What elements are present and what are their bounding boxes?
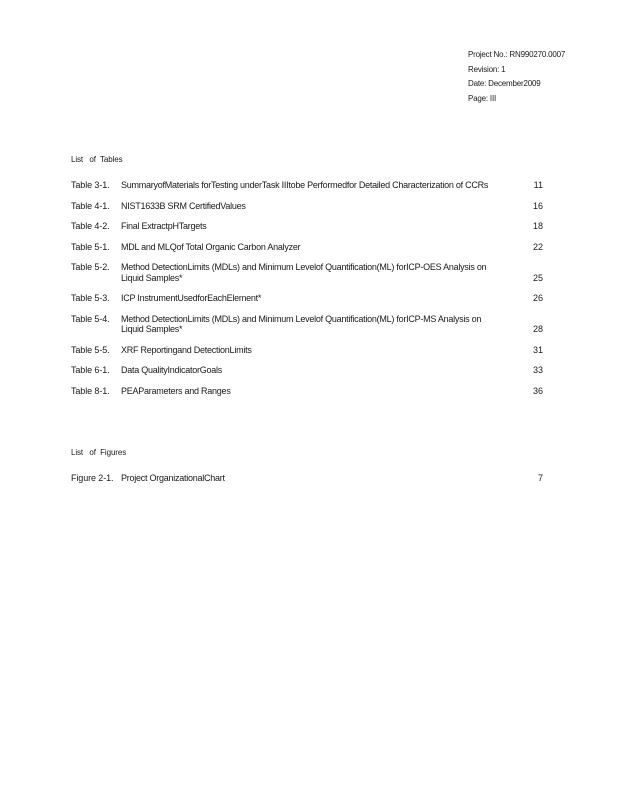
entry-title: Method DetectionLimits (MDLs) and Minimum Levelof Quantification(ML) forICP-MS Analysis on Liquid Samples* (121, 313, 482, 334)
entry-title: ICP InstrumentUsedforEachElement* (121, 293, 262, 303)
entry-title: NIST1633B SRM CertifiedValues (121, 200, 246, 211)
toc-entry (71, 345, 543, 356)
entry-number: Table 4-2. (71, 221, 110, 231)
entry-title: PEAParameters and Ranges (121, 385, 231, 396)
entry-number: Table 8-1. (71, 385, 110, 396)
entry-number: Table 5-5. (71, 344, 110, 355)
revision: Revision: 1 (468, 64, 506, 74)
page-number: Page: III (468, 93, 496, 103)
entry-page: 18 (532, 221, 543, 231)
project-number: Project No.: RN990270.0007 (468, 50, 566, 59)
entry-title: SummaryofMaterials forTesting underTask IIItobe Performedfor Detailed Characterization of CCRs (121, 180, 489, 190)
entry-number: Table 3-1. (71, 180, 110, 190)
entry-page: 36 (532, 385, 543, 396)
list-of-figures-heading: List of Figures (71, 448, 127, 457)
entry-title: Final ExtractpHTargets (121, 221, 207, 231)
entry-page: 31 (532, 344, 543, 355)
entry-number: Table 5-3. (71, 293, 110, 303)
entry-number: Table 5-2. (71, 262, 110, 272)
toc-entry (71, 473, 543, 484)
entry-title: Method DetectionLimits (MDLs) and Minimum Levelof Quantification(ML) forICP-OES Analysis on Liquid Samples* (121, 262, 487, 283)
entry-page: 26 (532, 293, 543, 303)
entry-page: 16 (532, 200, 543, 211)
toc-entry (71, 180, 543, 191)
entry-page: 33 (532, 365, 543, 375)
toc-entry (71, 242, 543, 253)
entry-title: Data QualityIndicatorGoals (121, 365, 223, 375)
list-of-figures (71, 473, 543, 494)
toc-entry (71, 201, 543, 212)
list-of-tables-heading: List of Tables (71, 155, 123, 164)
entry-title: XRF Reportingand DetectionLimits (121, 344, 252, 355)
list-of-tables (71, 180, 543, 406)
entry-page: 22 (532, 241, 543, 252)
entry-number: Table 5-4. (71, 313, 110, 324)
entry-title: Project OrganizationalChart (121, 473, 225, 483)
toc-entry (71, 365, 543, 376)
entry-page: 28 (532, 324, 543, 334)
toc-entry (71, 221, 543, 232)
entry-page: 25 (532, 272, 543, 283)
entry-number: Figure 2-1. (71, 473, 114, 483)
entry-page: 11 (533, 180, 543, 190)
entry-page: 7 (537, 473, 543, 483)
toc-entry (71, 386, 543, 397)
toc-entry (71, 293, 543, 304)
toc-entry (71, 314, 543, 335)
entry-number: Table 5-1. (71, 241, 110, 252)
date: Date: December2009 (468, 79, 541, 88)
entry-number: Table 4-1. (71, 200, 110, 211)
document-header (468, 48, 565, 106)
entry-title: MDL and MLQof Total Organic Carbon Analyzer (121, 241, 301, 252)
entry-number: Table 6-1. (71, 365, 110, 375)
toc-entry (71, 262, 543, 283)
